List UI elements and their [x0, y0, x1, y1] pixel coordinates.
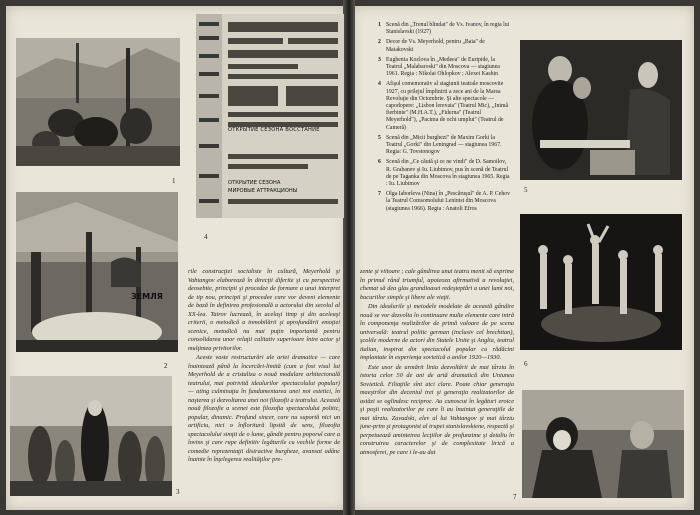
figure-number-7: 7 — [513, 493, 517, 501]
poster-headline-2: ОТКРЫТИЕ СЕЗОНА — [228, 180, 281, 186]
right-paragraph-3: Este usor de urmărit linia dezvoltării de mai târziu în istoria celor 50 de ani de artă dramatică din Uniunea Sovietică. Filiaţiile sînt aici clare. Poate chiar generaţia maeştrilor din deceniul trei şi generaţia realizatorilor de astăzi se oglindesc reciproc. Au cunoscut în legături eroice şi paşii realizatorilor pe care îi au înaintat generaţiile de mai târziu. Zavadski, elev al lui Vahtangov şi mai târziu june-prim şi protagonist al trupei stanislavskiene, respectă şi perpetuează aminteirea lecţiilor de profunzime şi detaliu în construirea caracterelor şi de complexitate lirică a atmosferei, pe care i le-au dat — [360, 363, 514, 456]
poster-headline-1: ОТКРЫТИЕ СЕЗОНА ВОССТАНИЕ — [228, 127, 320, 133]
photo-5-petty-bourgeois-scene — [520, 40, 682, 180]
figure-number-3: 3 — [176, 488, 180, 496]
photo-6-taganka-scene — [520, 214, 682, 350]
figure-number-4: 4 — [204, 233, 208, 241]
caption-3: 3 Eughenia Kozlova în „Medeea" de Euripide, la Teatrul „Malabaroski" din Moscova — stagiunea 1961. Regia : Nikolai Ohlopkov ; Alexei Kashin — [378, 56, 500, 78]
photo-2-stage-set — [16, 192, 178, 352]
caption-2: 2 Decor de Vs. Meyerhold, pentru „Baia" de Maiakovski — [378, 39, 485, 53]
figure-number-1: 1 — [172, 177, 176, 185]
caption-6: 6 Scenă din „Ce căută şi ce ne vindi" de D. Samoilov, R. Grabanev şi Iu. Liubimov, pus în scenă de Teatrul de pe Taganka din Moscova în stagiunea 1965. Regia : Iu. Liubimov — [378, 159, 510, 188]
right-paragraph-2: Din idealurile şi metodele modelate de această gândire nouă se vor dezvolta în continuare multe elemente care intră în componenţa realizărilor de primă valoare de pe scena universală: teatrul politic german (inclusiv cel brechtian), şcolile moderne de actori din Statele Unite şi Anglia, teatrul italian, inspirat din spectacolul popular cu rădăcini implantate în experienţa sovietică a anilor 1920—1930. — [360, 303, 514, 361]
poster-headline-3: МИРОВЫЕ АТТРАКЦИОНЫ — [228, 188, 298, 194]
book-gutter — [343, 0, 355, 515]
left-body-text — [188, 268, 340, 498]
right-paragraph-1: zente şi viitoare ; cale gândirea unui teatru menit să exprime în primul rând triumful, apoteoza afirmativă a revoluţiei, chemat să dea glas grandioasei redeşteptări a unei lumi noi, bucuriilor simple şi libere ale vieţii. — [360, 268, 514, 301]
figure-number-2: 2 — [164, 362, 168, 370]
stage-sign-text: ЗЕМЛЯ — [131, 292, 163, 301]
caption-4: 4 Afişul comemorativ al stagiunii teatrale moscovite 1927, cu prilejul împlinirii a zece ani de la Marea Revoluţie din Octombrie. Şi alte spectacole — capodopere: „Lisbon lerevaia" (Teatrul Mic), „Inimă fierbinte" (M.H.A.T.), „Fiderna" (Teatrul Meyerhold"), „Pacima de ochi umplut" (Teatrul de Cameră) — [378, 81, 509, 131]
figure-number-5: 5 — [524, 186, 528, 194]
caption-list — [378, 22, 512, 216]
left-paragraph-1: rile construcţiei socialiste în cultură, Meyerhold şi Vahtangov elaborează în direcţii diferite şi cu perspective deosebite, principii şi procedee de formare a unui interpret de tip nou, principii şi procedee care vor deveni elemente de bază în definirea profesională a actorului din secolul al XX-lea. Tairov lucrează, în acelaşi timp şi din aceleaşi criterii, o metodică a inmobilării şi aprofundării emoţiei scenice, metodică nu mai puţin importantă pentru consolidarea unor relaţii calitativ superioare între actor şi mulţimea privitorilor. — [188, 268, 340, 352]
left-paragraph-2: Aceste vaste restructurări ale artei dramatice — care înaintează până la încercări-limită (cum a fost visul lui Meyerhold de a cristaliza o nouă modulare arhitectonală teatrului, mai potrivită idealurilor spectacolului popular) — ating culminaţia în fundamentarea unei noi estetici, în naşterea şi dezvoltarea unei noi filozofii a teatrului. Această nouă filozofie a scenei este filozofia spectacolului politic, popular, dinamic. Profund sincer, care nu suportă nici un artificiu, nici o înfloritură lipsită de sens, filozofia spectacolului simţit de o lume, gândit pentru poporul care a învins şi care rupe definitiv legăturile cu vechile forme de comedie reprezentaţii distractive burgheze, avansat adânc înainte în înţelegerea realităţilor pre- — [188, 354, 340, 463]
photo-1-armored-train-scene — [16, 38, 180, 166]
photo-3-medea-scene — [10, 376, 172, 496]
photo-7-seagull-scene — [522, 390, 684, 498]
caption-5: 5 Scenă din „Micii burghezi" de Maxim Gorki la Teatrul „Gorki" din Leningrad — stagiunea 1967. Regia: G. Tovstonogov — [378, 134, 502, 156]
caption-1: 1 Scenă din „Trenul blindat" de Vs. Ivanov, în regia lui Stanislavski (1927) — [378, 22, 510, 36]
right-body-text — [360, 268, 514, 498]
caption-7: 7 Olga Iaborleva (Nina) în „Pescăruşul" de A. P. Cehov la Teatrul Comsomolului Leninist din Moscova (stagiunea 1966). Regia : Anatoli Efros — [378, 191, 511, 212]
figure-number-6: 6 — [524, 360, 528, 368]
